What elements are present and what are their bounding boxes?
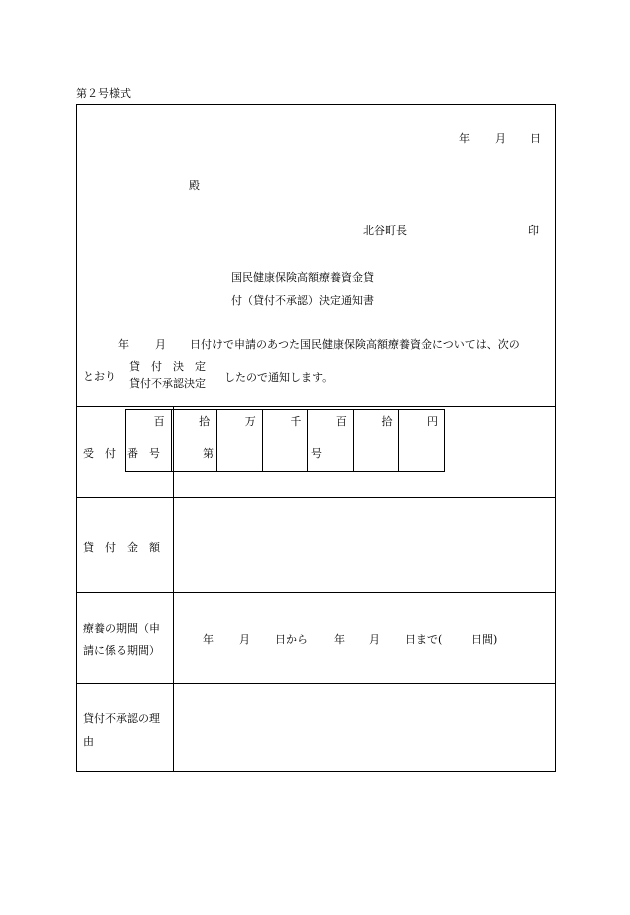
period-label-line2: 請に係る期間） — [83, 644, 160, 657]
body-year: 年 — [118, 338, 129, 351]
period-to-year: 年 — [334, 633, 345, 646]
issuer-title: 北谷町長 — [363, 224, 407, 237]
period-from-month: 月 — [239, 633, 250, 646]
amount-cell[interactable] — [399, 410, 444, 471]
body-month: 月 — [155, 338, 166, 351]
amount-cell[interactable] — [217, 410, 263, 471]
addressee-suffix: 殿 — [189, 179, 200, 192]
amount-cell[interactable] — [172, 410, 218, 471]
period-label-line1: 療養の期間（申 — [83, 622, 160, 635]
amount-cell[interactable] — [126, 410, 172, 471]
amount-cell[interactable] — [263, 410, 309, 471]
document-title-line1: 国民健康保険高額療養資金貸 — [231, 271, 374, 284]
period-to-month: 月 — [369, 633, 380, 646]
period-days: 日間) — [471, 633, 498, 646]
divider — [77, 592, 555, 593]
date-day-label: 日 — [530, 132, 541, 145]
choice-reject: 貸付不承認決定 — [129, 377, 206, 390]
body-line1-text: 日付けで申請のあつた国民健康保険高額療養資金については、次の — [190, 338, 520, 351]
amount-unit: 百 — [335, 415, 347, 428]
loan-amount-label: 貸 付 金 額 — [83, 541, 160, 554]
period-to-day: 日まで( — [405, 633, 443, 646]
date-year-label: 年 — [459, 132, 470, 145]
document-title-line2: 付（貸付不承認）決定通知書 — [231, 294, 374, 307]
amount-digit-grid — [125, 409, 445, 472]
date-month-label: 月 — [495, 132, 506, 145]
choice-approve: 貸 付 決 定 — [129, 360, 206, 373]
amount-unit: 拾 — [199, 415, 211, 428]
receipt-number-prefix: 第 — [203, 447, 214, 460]
amount-unit: 千 — [290, 415, 302, 428]
amount-unit: 百 — [153, 415, 165, 428]
divider — [77, 683, 555, 684]
period-from-year: 年 — [203, 633, 214, 646]
reason-label-line1: 貸付不承認の理 — [83, 712, 160, 725]
divider — [77, 406, 555, 407]
receipt-number-label: 受 付 番 号 — [83, 447, 160, 460]
body-line2-suffix: したので通知します。 — [224, 371, 334, 384]
amount-unit: 拾 — [381, 415, 393, 428]
receipt-number-suffix: 号 — [311, 447, 322, 460]
amount-unit: 円 — [427, 415, 439, 428]
reason-label-line2: 由 — [83, 735, 94, 748]
divider — [77, 497, 555, 498]
amount-cell[interactable] — [354, 410, 400, 471]
seal-mark: 印 — [528, 224, 539, 237]
form-number: 第２号様式 — [76, 87, 131, 100]
amount-unit: 万 — [244, 415, 256, 428]
amount-cell[interactable] — [308, 410, 354, 471]
period-from-day: 日から — [275, 633, 308, 646]
body-line2-prefix: とおり — [83, 370, 116, 383]
